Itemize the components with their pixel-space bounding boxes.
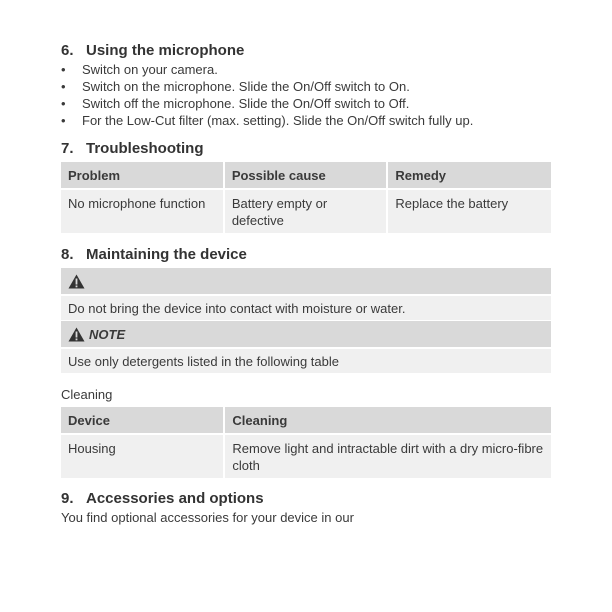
table-cell: Replace the battery [388, 188, 551, 233]
table-row [61, 188, 551, 233]
section-7-number: 7. [61, 140, 74, 157]
column-header-problem: Problem [61, 162, 223, 188]
bullet-icon: • [61, 96, 66, 111]
table-cell: Remove light and intractable dirt with a dry micro-fibre cloth [225, 433, 551, 478]
column-header-device: Device [61, 407, 223, 433]
table-cell: Battery empty or defective [225, 188, 387, 233]
accessories-text: You find optional accessories for your device in our [61, 510, 354, 525]
section-8-title: Maintaining the device [86, 246, 247, 263]
bullet-icon: • [61, 62, 66, 77]
section-9-heading [61, 490, 264, 507]
warning-box [61, 268, 551, 320]
table-header-row [61, 162, 551, 188]
column-header-cleaning: Cleaning [225, 407, 551, 433]
bullet-icon: • [61, 79, 66, 94]
cleaning-caption: Cleaning [61, 387, 113, 402]
note-text: Use only detergents listed in the following table [61, 349, 551, 373]
table-cell: No microphone function [61, 188, 223, 233]
note-box [61, 321, 551, 373]
section-7-heading [61, 140, 204, 157]
section-9-title: Accessories and options [86, 490, 264, 507]
column-header-cause: Possible cause [225, 162, 387, 188]
note-label: NOTE [89, 326, 126, 342]
section-6-number: 6. [61, 42, 74, 59]
cleaning-table [59, 407, 553, 478]
section-8-number: 8. [61, 246, 74, 263]
table-header-row [61, 407, 551, 433]
bullet-icon: • [61, 113, 66, 128]
list-item: • Switch on the microphone. Slide the On/Off switch to On. [61, 79, 410, 94]
warning-header [61, 268, 551, 294]
section-9-number: 9. [61, 490, 74, 507]
list-item: • Switch off the microphone. Slide the On/Off switch to Off. [61, 96, 410, 111]
section-6-heading [61, 42, 244, 59]
note-header [61, 321, 551, 347]
list-item: • Switch on your camera. [61, 62, 218, 77]
warning-triangle-icon [68, 327, 85, 342]
warning-text: Do not bring the device into contact with moisture or water. [61, 296, 551, 320]
warning-triangle-icon [68, 274, 85, 289]
column-header-remedy: Remedy [388, 162, 551, 188]
section-8-heading [61, 246, 247, 263]
list-item: • For the Low-Cut filter (max. setting). Slide the On/Off switch fully up. [61, 113, 474, 128]
section-6-title: Using the microphone [86, 42, 245, 59]
table-row [61, 433, 551, 478]
section-7-title: Troubleshooting [86, 140, 204, 157]
microphone-steps-list [61, 61, 473, 129]
troubleshooting-table [59, 162, 553, 233]
table-cell: Housing [61, 433, 223, 478]
